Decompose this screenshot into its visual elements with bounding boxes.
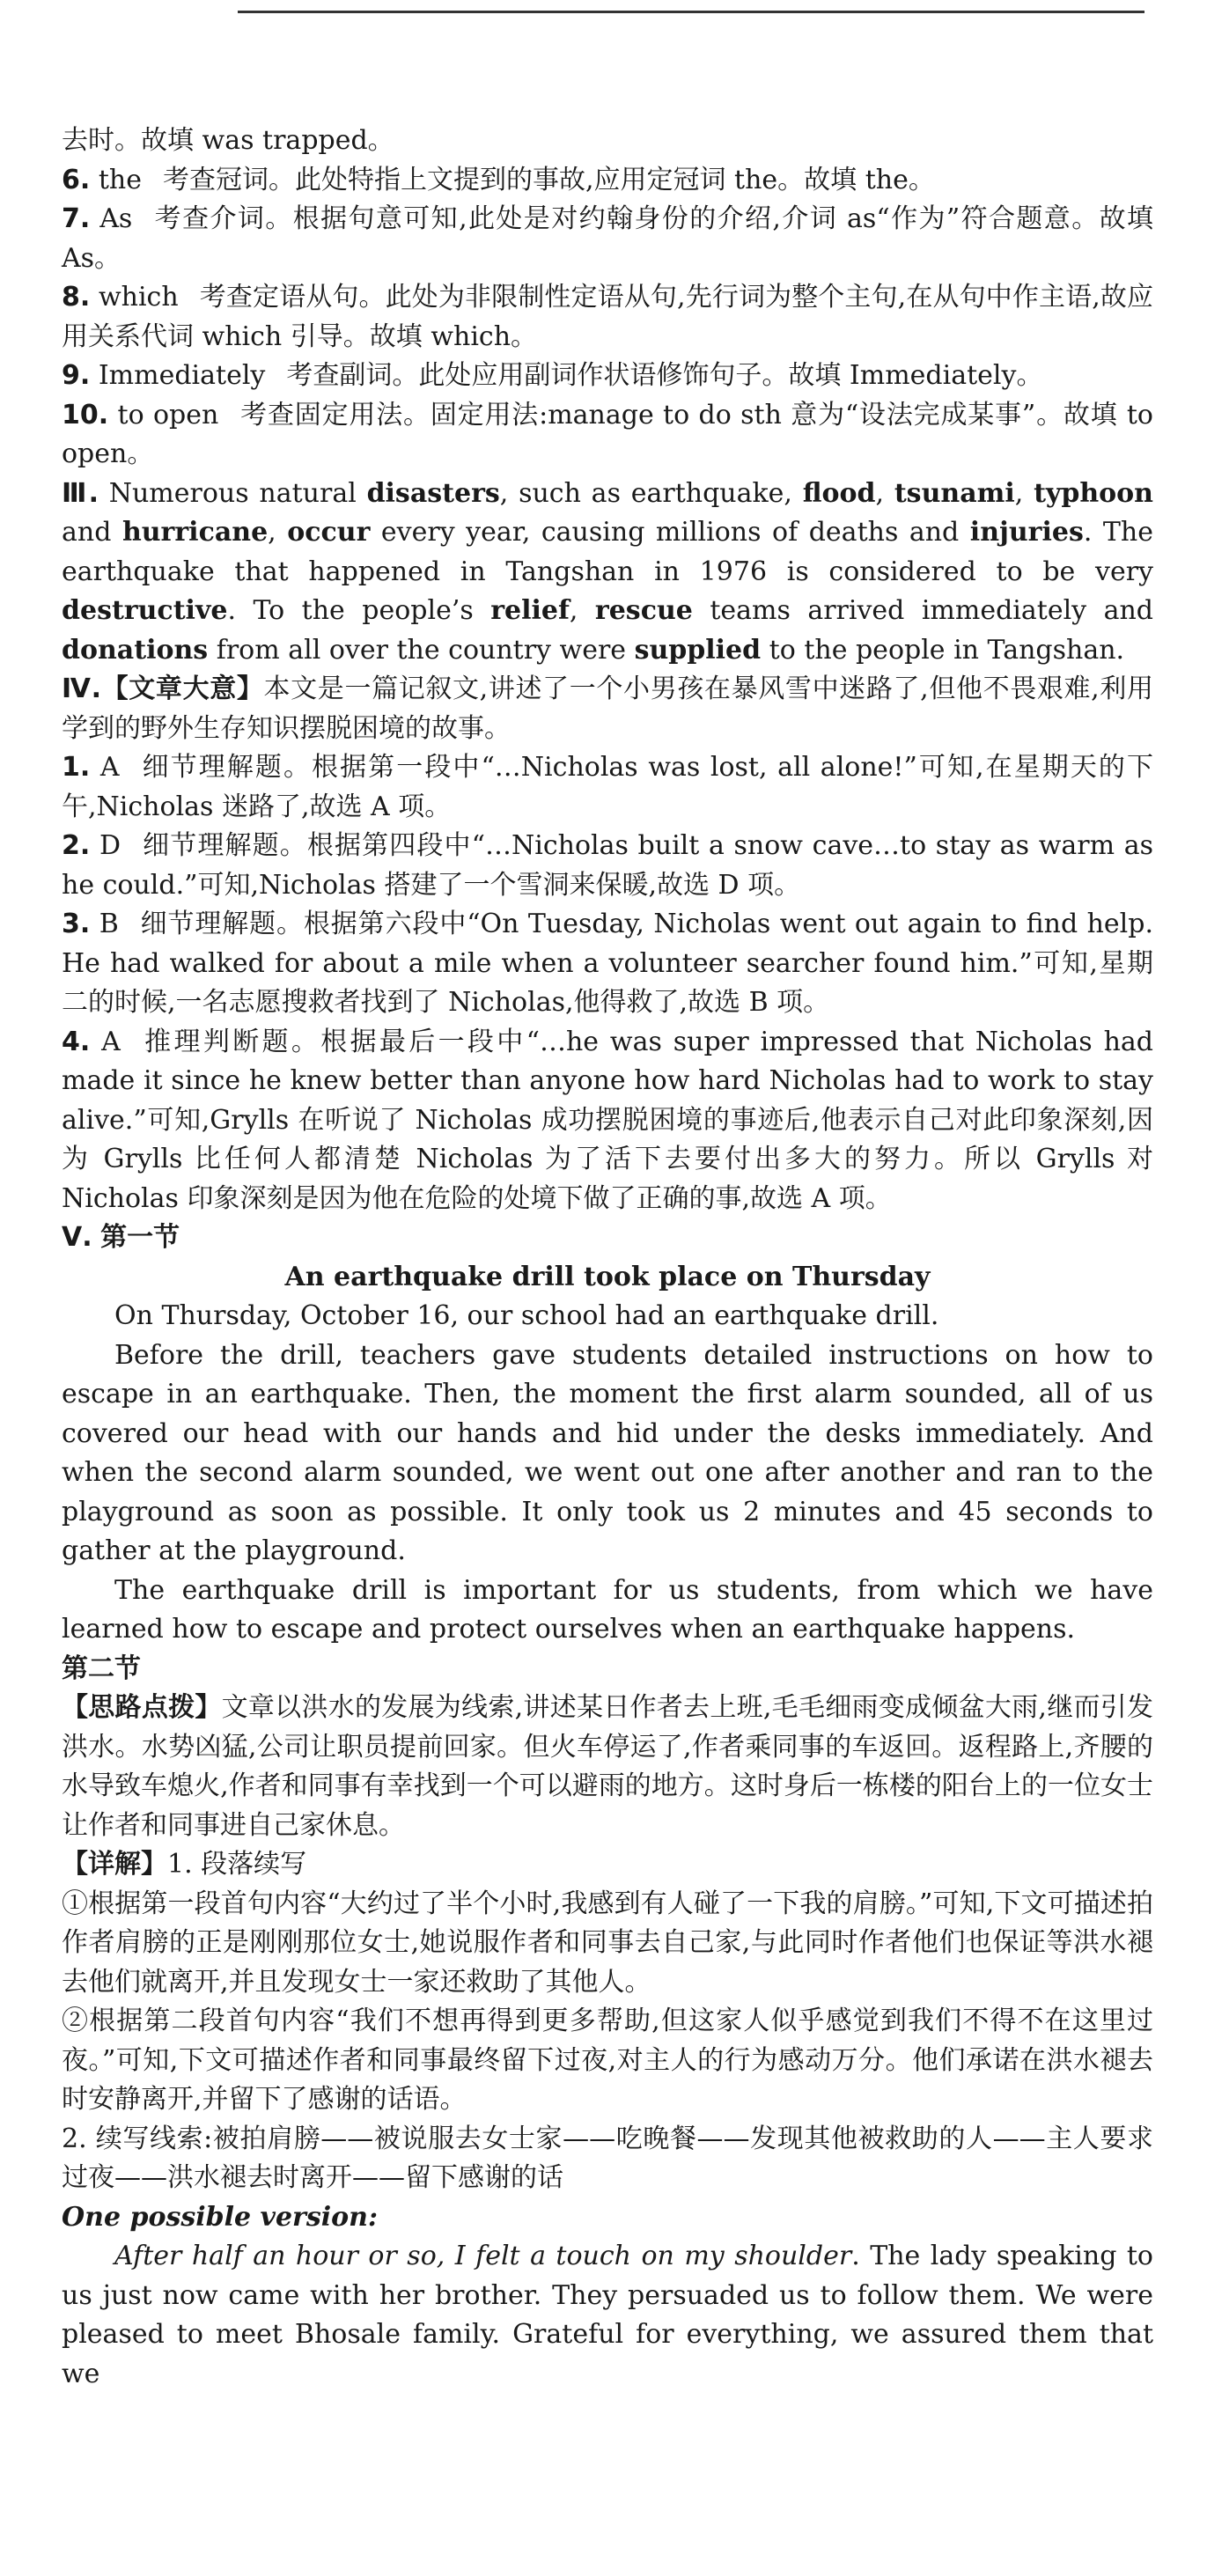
text-run: to the people in Tangshan. — [761, 634, 1125, 666]
section-label: Ⅲ. — [62, 477, 99, 509]
text-run: , such as earthquake, — [499, 477, 803, 509]
text-run: teams arrived immediately and — [692, 595, 1153, 626]
text-run: , — [875, 477, 894, 509]
keyword: destructive — [62, 595, 228, 626]
item-answer: Immediately — [98, 360, 266, 391]
section-label: Ⅳ. — [62, 673, 101, 704]
keyword: supplied — [634, 634, 762, 666]
keyword: relief — [490, 595, 570, 626]
item-answer: to open — [117, 399, 219, 431]
section-iv-summary — [62, 670, 1153, 748]
item-answer: As — [99, 203, 133, 234]
text-run: . To the people’s — [227, 595, 491, 626]
part2-label: 第二节 — [62, 1652, 141, 1684]
list-item — [62, 827, 1153, 905]
detail-item: 1. 段落续写 — [167, 1849, 307, 1880]
detail-heading-line — [62, 1845, 1153, 1885]
item-number: 8. — [62, 282, 91, 313]
essay-paragraph: The earthquake drill is important for us students, from which we have learned how to escape and protect ourselves when an earthquake happens. — [62, 1574, 1153, 1645]
part1-label: 第一节 — [100, 1222, 180, 1253]
list-item — [62, 905, 1153, 1023]
item-answer: which — [98, 282, 179, 313]
item-answer: A — [101, 1026, 121, 1057]
header-rule — [238, 11, 1144, 13]
list-item — [62, 161, 1153, 201]
detail-heading: 【详解】 — [62, 1849, 167, 1880]
list-item — [62, 748, 1153, 827]
item-number: 10. — [62, 399, 109, 431]
item-answer: the — [98, 164, 142, 195]
item-number: 3. — [62, 909, 91, 939]
version-italic-opening: After half an hour or so, I felt a touch on my shoulder — [114, 2241, 852, 2271]
detail-clues: 2. 续写线索:被拍肩膀——被说服去女士家——吃晚餐——发现其他被救助的人——主人要求过夜——洪水褪去时离开——留下感谢的话 — [62, 2123, 1153, 2193]
section-iii-paragraph — [62, 475, 1153, 671]
section-v-heading — [62, 1218, 1153, 1258]
item-explain: 细节理解题。根据第一段中“…Nicholas was lost, all alone!”可知,在星期天的下午,Nicholas 迷路了,故选 A 项。 — [62, 752, 1153, 822]
essay-title: An earthquake drill took place on Thursday — [284, 1261, 931, 1292]
summary-heading: 【文章大意】 — [101, 673, 264, 704]
essay-paragraph: Before the drill, teachers gave students detailed instructions on how to escape in an earthquake. Then, the moment the first alarm sounded, all of us covered our head with our hands and hid under the desks immediately. And when the second alarm sounded, we went out one after another and ran to the playground as soon as possible. It only took us 2 minutes and 45 seconds to gather at the playground. — [62, 1339, 1153, 1566]
item-explain: 考查副词。此处应用副词作状语修饰句子。故填 Immediately。 — [286, 360, 1043, 391]
item-number: 1. — [62, 752, 91, 783]
item-number: 4. — [62, 1026, 91, 1057]
section-label: Ⅴ. — [62, 1222, 92, 1253]
item-answer: B — [99, 909, 119, 939]
item-answer: A — [99, 752, 120, 783]
keyword: donations — [62, 634, 209, 666]
text-run: every year, causing millions of deaths and — [370, 517, 970, 548]
item-explain: 考查固定用法。固定用法:manage to do sth 意为“设法完成某事”。故填 to open。 — [62, 399, 1153, 469]
text-run: and — [62, 517, 122, 548]
list-item — [62, 1023, 1153, 1219]
list-item — [62, 357, 1153, 396]
detail-paragraph: ①根据第一段首句内容“大约过了半个小时,我感到有人碰了一下我的肩膀。”可知,下文可描述拍作者肩膀的正是刚刚那位女士,她说服作者和同事去自己家,与此同时作者他们也保证等洪水褪去他们就离开,并且发现女士一家还救助了其他人。 — [62, 1888, 1153, 1998]
version-label-line — [62, 2198, 1153, 2238]
summary-text: 本文是一篇记叙文,讲述了一个小男孩在暴风雪中迷路了,但他不畏艰难,利用学到的野外生存知识摆脱困境的故事。 — [62, 673, 1154, 744]
item-explain: 考查定语从句。此处为非限制性定语从句,先行词为整个主句,在从句中作主语,故应用关系代词 which 引导。故填 which。 — [62, 282, 1153, 352]
item-explain: 考查介词。根据句意可知,此处是对约翰身份的介绍,介词 as“作为”符合题意。故填 As。 — [62, 203, 1153, 274]
item-number: 6. — [62, 164, 91, 195]
keyword: rescue — [594, 595, 693, 626]
section-iv-items — [62, 748, 1153, 1218]
version-text: . The lady speaking to us just now came with her brother. They persuaded us to follow them. We were pleased to meet Bhosale family. Grateful for everything, we assured them that we — [62, 2241, 1153, 2389]
section-ii-items — [62, 161, 1153, 475]
item-number: 9. — [62, 360, 91, 391]
keyword: flood — [802, 477, 876, 509]
essay-paragraph: On Thursday, October 16, our school had an earthquake drill. — [114, 1300, 939, 1331]
item-explain: 细节理解题。根据第四段中“…Nicholas built a snow cave…to stay as warm as he could.”可知,Nicholas 搭建了一个雪洞来保暖,故选 D 项。 — [62, 830, 1153, 901]
keyword: typhoon — [1034, 477, 1153, 509]
detail-paragraph: ②根据第二段首句内容“我们不想再得到更多帮助,但这家人似乎感觉到我们不得不在这里过夜。”可知,下文可描述作者和同事最终留下过夜,对主人的行为感动万分。他们承诺在洪水褪去时安静离开,并留下了感谢的话语。 — [62, 2006, 1153, 2115]
list-item — [62, 278, 1153, 357]
keyword: disasters — [366, 477, 500, 509]
item-explain: 考查冠词。此处特指上文提到的事故,应用定冠词 the。故填 the。 — [162, 164, 935, 195]
text-run: , — [268, 517, 288, 548]
version-label: One possible version: — [62, 2201, 379, 2233]
keyword: injuries — [969, 517, 1084, 548]
text-run: from all over the country were — [208, 634, 635, 666]
keyword: hurricane — [121, 517, 269, 548]
answer-page — [62, 121, 1153, 2394]
text-run: , — [569, 595, 595, 626]
item-answer: D — [99, 830, 121, 861]
text-run: Numerous natural — [98, 477, 367, 509]
version-paragraph — [62, 2237, 1153, 2394]
keyword: occur — [287, 517, 371, 548]
text-run: . The earthquake that happened in Tangshan in 1976 is considered to be very — [62, 517, 1153, 587]
tips-heading: 【思路点拨】 — [62, 1692, 222, 1723]
text-run: , — [1014, 477, 1034, 509]
intro-line: 去时。故填 was trapped。 — [62, 125, 394, 156]
tips-text: 文章以洪水的发展为线索,讲述某日作者去上班,毛毛细雨变成倾盆大雨,继而引发洪水。水势凶猛,公司让职员提前回家。但火车停运了,作者乘同事的车返回。返程路上,齐腰的水导致车熄火,作者和同事有幸找到一个可以避雨的地方。这时身后一栋楼的阳台上的一位女士让作者和同事进自己家休息。 — [62, 1692, 1154, 1841]
item-explain: 细节理解题。根据第六段中“On Tuesday, Nicholas went out again to find help. He had walked for about a mile when a volunteer searcher found him.”可知,星期二的时候,一名志愿搜救者找到了 Nicholas,他得救了,故选 B 项。 — [62, 909, 1153, 1018]
list-item — [62, 200, 1153, 278]
item-number: 7. — [62, 203, 91, 234]
item-number: 2. — [62, 830, 91, 861]
item-explain: 推理判断题。根据最后一段中“…he was super impressed that Nicholas had made it since he knew better than anyone how hard Nicholas had to work to stay alive.”可知,Grylls 在听说了 Nicholas 成功摆脱困境的事迹后,他表示自己对此印象深刻,因为 Grylls 比任何人都清楚 Nicholas 为了活下去要付出多大的努力。所以 Grylls 对 Nicholas 印象深刻是因为他在危险的处境下做了正确的事,故选 A 项。 — [62, 1026, 1153, 1214]
list-item — [62, 396, 1153, 475]
part2-heading — [62, 1650, 1153, 1689]
keyword: tsunami — [894, 477, 1015, 509]
tips-paragraph — [62, 1689, 1153, 1845]
